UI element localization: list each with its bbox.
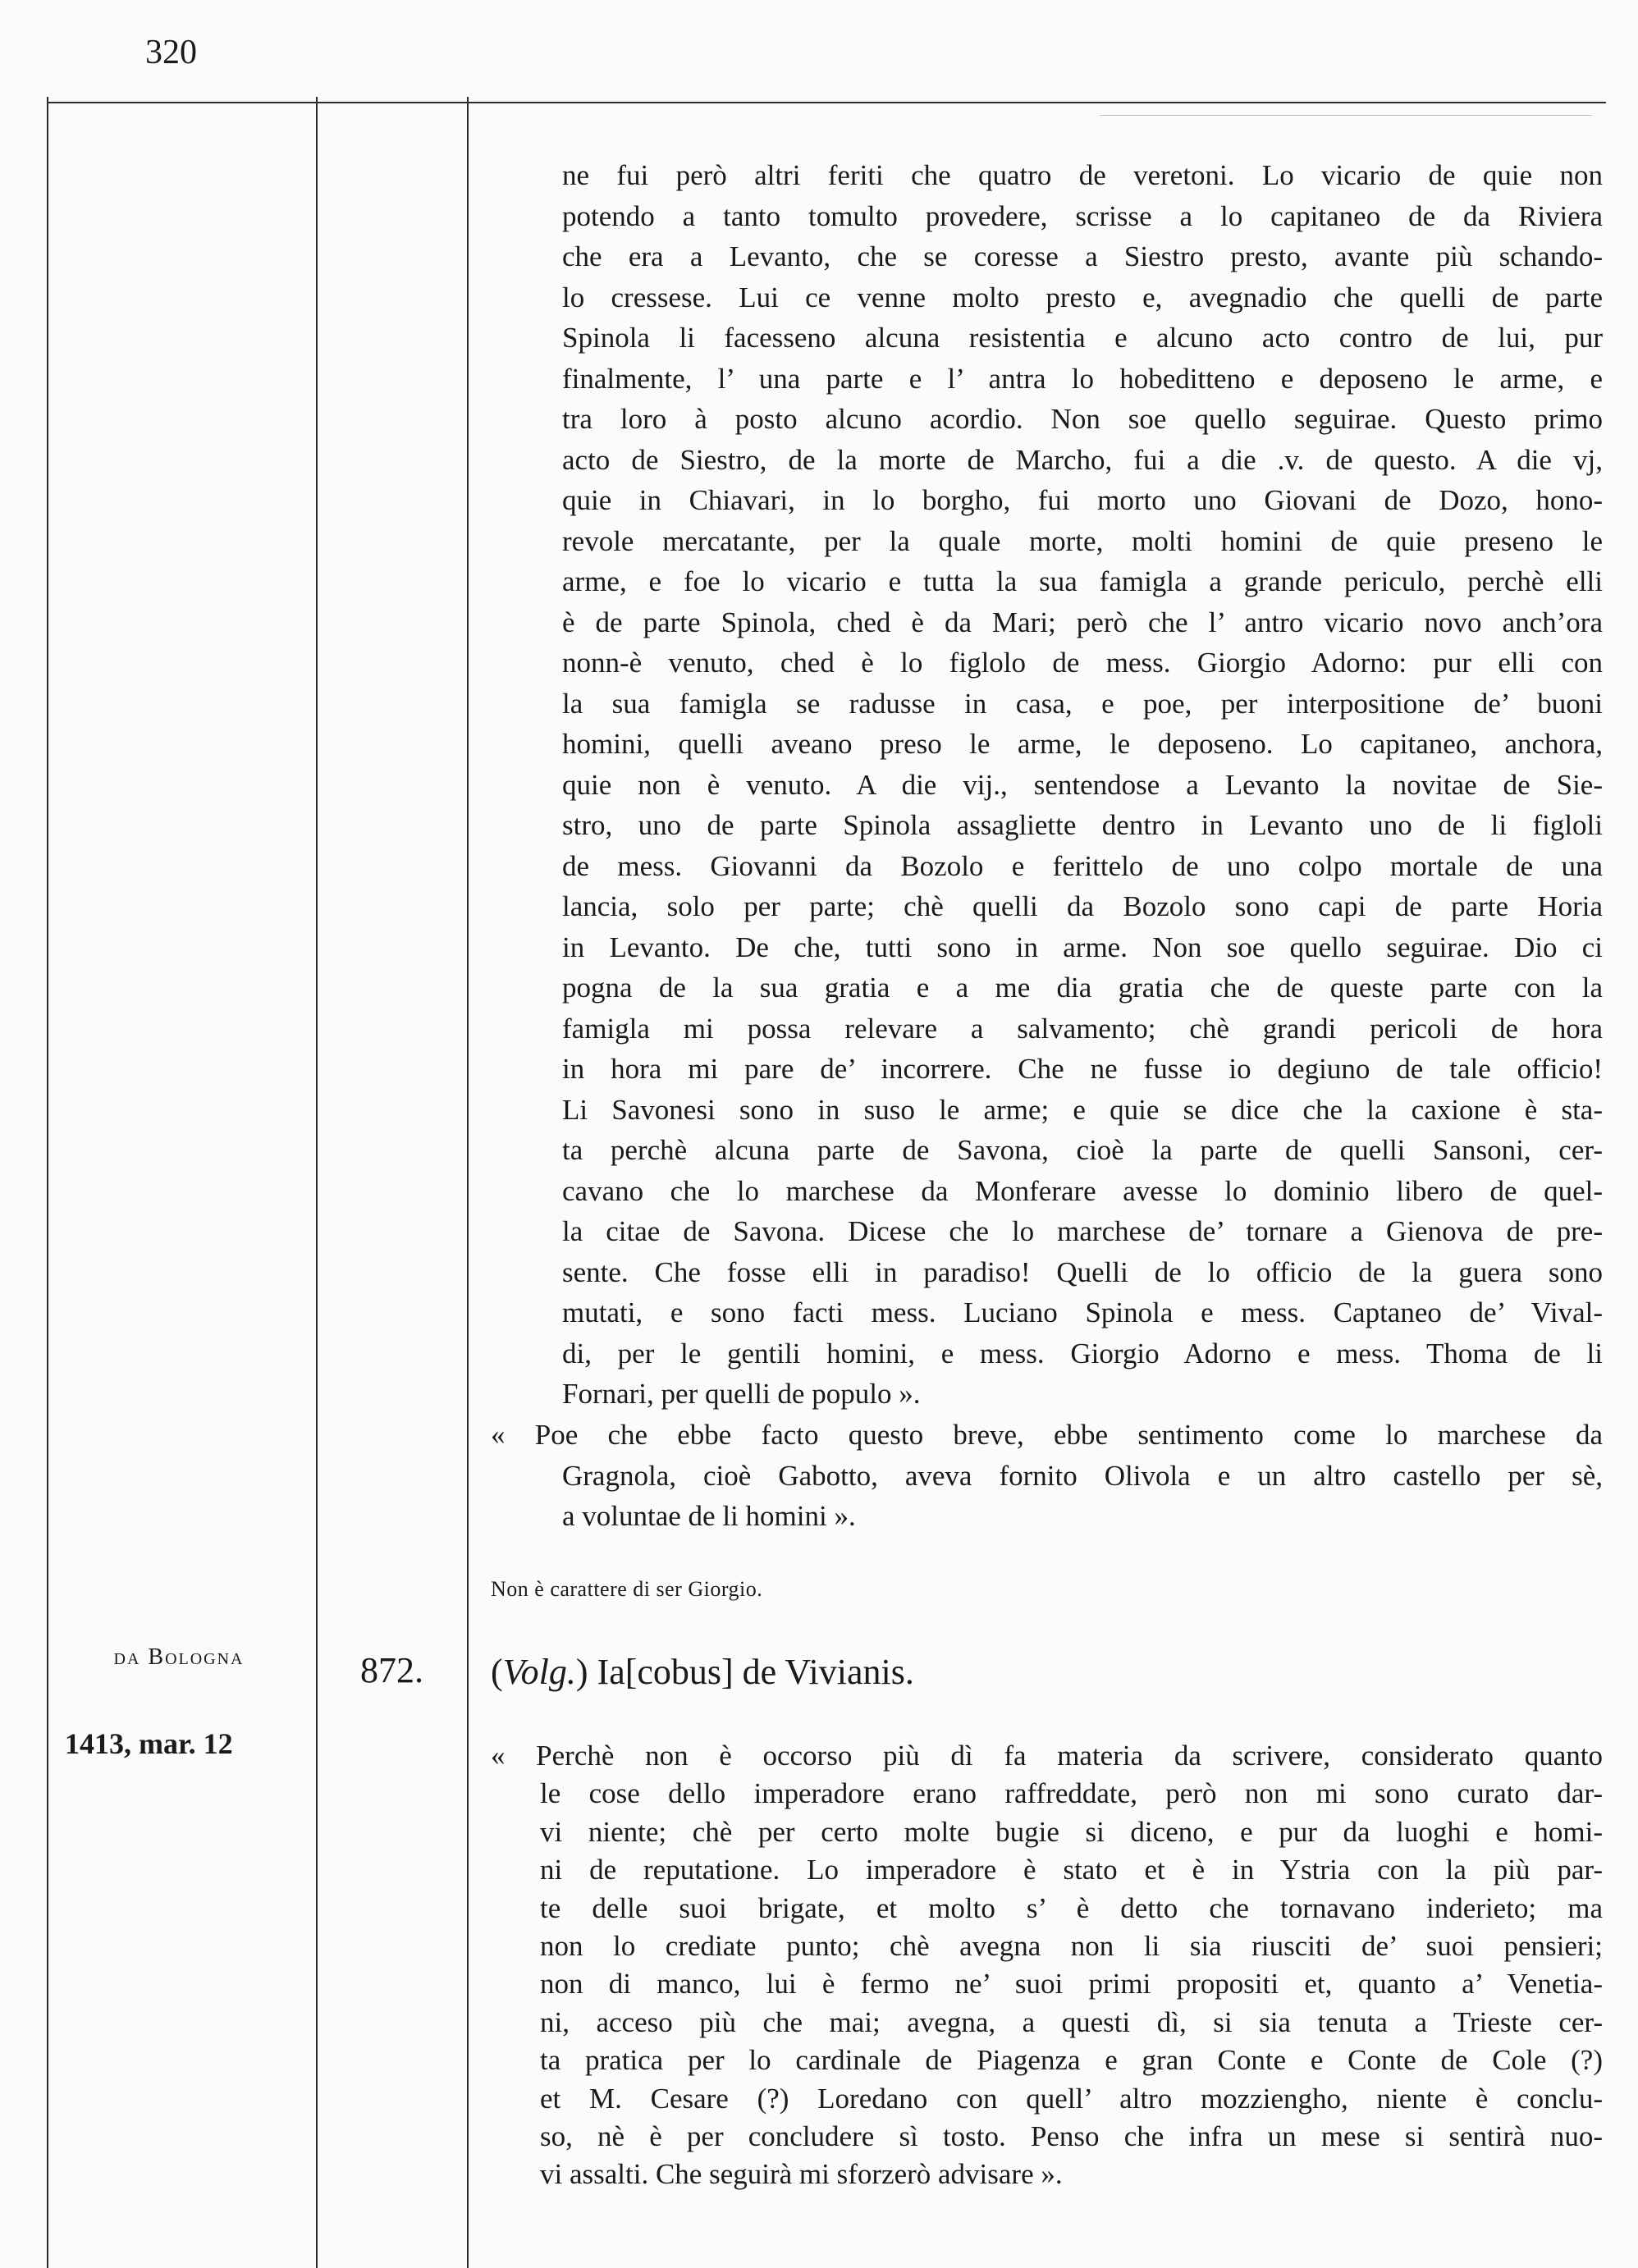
text-line: ta pratica per lo cardinale de Piagenza e gran Conte e Conte de Cole (?) (540, 2044, 1603, 2077)
text-line: finalmente, l’ una parte e l’ antra lo hobeditteno e deposeno le arme, e (562, 362, 1603, 395)
editorial-quote (491, 1415, 1603, 1537)
text-line: quie in Chiavari, in lo borgho, fui morto uno Giovani de Dozo, hono- (562, 484, 1603, 516)
header-rule (47, 102, 1606, 103)
text-line: la sua famigla se radusse in casa, e poe, per interpositione de’ buoni (562, 687, 1603, 720)
margin-rule-middle (316, 97, 318, 2268)
text-line: arme, e foe lo vicario e tutta la sua famigla a grande periculo, perchè elli (562, 565, 1603, 597)
text-line: Fornari, per quelli de populo ». (562, 1378, 921, 1410)
text-line: potendo a tanto tomulto provedere, scrisse a lo capitaneo de da Riviera (562, 199, 1603, 232)
document-date: 1413, mar. 12 (65, 1727, 233, 1760)
text-line: de mess. Giovanni da Bozolo e ferittelo de uno colpo mortale de una (562, 849, 1603, 882)
header-rule-faint (1100, 115, 1592, 116)
text-line: pogna de la sua gratia e a me dia gratia che de queste parte con la (562, 972, 1603, 1004)
text-line: lo cressese. Lui ce venne molto presto e, avegnadio che quelli de parte (562, 281, 1603, 313)
text-line: a voluntae de li homini ». (562, 1500, 856, 1532)
text-line: Gragnola, cioè Gabotto, aveva fornito Olivola e un altro castello per sè, (562, 1459, 1603, 1492)
document-provenance: da Bologna (113, 1644, 245, 1670)
text-line: in hora mi pare de’ incorrere. Che ne fusse io degiuno de tale officio! (562, 1053, 1603, 1085)
text-line: sente. Che fosse elli in paradiso! Quelli de lo officio de la guera sono (562, 1255, 1603, 1288)
text-line: so, nè è per concludere sì tosto. Penso che infra un mese si sentirà nuo- (540, 2119, 1603, 2152)
editorial-note: Non è carattere di ser Giorgio. (491, 1577, 763, 1601)
letter-text-continued (562, 155, 1603, 1415)
text-line: et M. Cesare (?) Loredano con quell’ altro mozziengho, niente è conclu- (540, 2082, 1603, 2115)
text-line: ta perchè alcuna parte de Savona, cioè la parte de quelli Sansoni, cer- (562, 1134, 1603, 1166)
text-line: quie non è venuto. A die vij., sentendose a Levanto la novitae de Sie- (562, 768, 1603, 801)
text-line: di, per le gentili homini, e mess. Giorgio Adorno e mess. Thoma de li (562, 1337, 1603, 1369)
text-line: cavano che lo marchese da Monferare avesse lo dominio libero de quel- (562, 1174, 1603, 1207)
text-line: te delle suoi brigate, et molto s’ è detto che tornavano inderieto; ma (540, 1891, 1603, 1924)
document-title: (Volg.) Ia[cobus] de Vivianis. (491, 1652, 914, 1692)
document-number: 872. (360, 1650, 423, 1690)
margin-rule-left (47, 97, 48, 2268)
text-line: « Poe che ebbe facto questo breve, ebbe sentimento come lo marchese da (491, 1419, 1603, 1451)
text-line: vi niente; chè per certo molte bugie si diceno, e pur da luoghi e homi- (540, 1815, 1603, 1848)
text-line: ni, acceso più che mai; avegna, a questi dì, si sia tenuta a Trieste cer- (540, 2005, 1603, 2038)
text-line: acto de Siestro, de la morte de Marcho, fui a die .v. de questo. A die vj, (562, 443, 1603, 476)
text-line: non di manco, lui è fermo ne’ suoi primi propositi et, quanto a’ Venetia- (540, 1968, 1603, 2001)
text-line: tra loro à posto alcuno acordio. Non soe quello seguirae. Questo primo (562, 403, 1603, 435)
text-line: stro, uno de parte Spinola assagliette dentro in Levanto uno de li figloli (562, 809, 1603, 841)
text-line: ni de reputatione. Lo imperadore è stato et è in Ystria con la più par- (540, 1854, 1603, 1886)
text-line: in Levanto. De che, tutti sono in arme. Non soe quello seguirae. Dio ci (562, 931, 1603, 963)
margin-rule-text (467, 97, 469, 2268)
text-line: famigla mi possa relevare a salvamento; chè grandi pericoli de hora (562, 1012, 1603, 1045)
text-line: lancia, solo per parte; chè quelli da Bozolo sono capi de parte Horia (562, 890, 1603, 922)
text-line: Li Savonesi sono in suso le arme; e quie se dice che la caxione è sta- (562, 1093, 1603, 1126)
text-line: è de parte Spinola, ched è da Mari; però che l’ antro vicario novo anch’ora (562, 606, 1603, 638)
text-line: revole mercatante, per la quale morte, molti homini de quie preseno le (562, 524, 1603, 557)
text-line: Spinola li facesseno alcuna resistentia e alcuno acto contro de lui, pur (562, 322, 1603, 354)
page-number: 320 (145, 34, 197, 71)
text-line: che era a Levanto, che se coresse a Siestro presto, avante più schando- (562, 240, 1603, 272)
document-title-author: Ia[cobus] de Vivianis. (597, 1652, 914, 1692)
document-title-italic: Volg. (502, 1652, 576, 1692)
text-line: le cose dello imperadore erano raffreddate, però non mi sono curato dar- (540, 1777, 1603, 1810)
text-line: vi assalti. Che seguirà mi sforzerò advisare ». (540, 2158, 1063, 2191)
letter-text (491, 1737, 1603, 2194)
text-line: non lo crediate punto; chè avegna non li sia riusciti de’ suoi pensieri; (540, 1929, 1603, 1962)
text-line: la citae de Savona. Dicese che lo marchese de’ tornare a Gienova de pre- (562, 1215, 1603, 1247)
text-line: ne fui però altri feriti che quatro de veretoni. Lo vicario de quie non (562, 159, 1603, 191)
text-line: homini, quelli aveano preso le arme, le deposeno. Lo capitaneo, anchora, (562, 728, 1603, 760)
text-line: « Perchè non è occorso più dì fa materia da scrivere, considerato quanto (491, 1740, 1603, 1772)
text-line: nonn-è venuto, ched è lo figlolo de mess. Giorgio Adorno: pur elli con (562, 647, 1603, 679)
text-line: mutati, e sono facti mess. Luciano Spinola e mess. Captaneo de’ Vival- (562, 1296, 1603, 1328)
